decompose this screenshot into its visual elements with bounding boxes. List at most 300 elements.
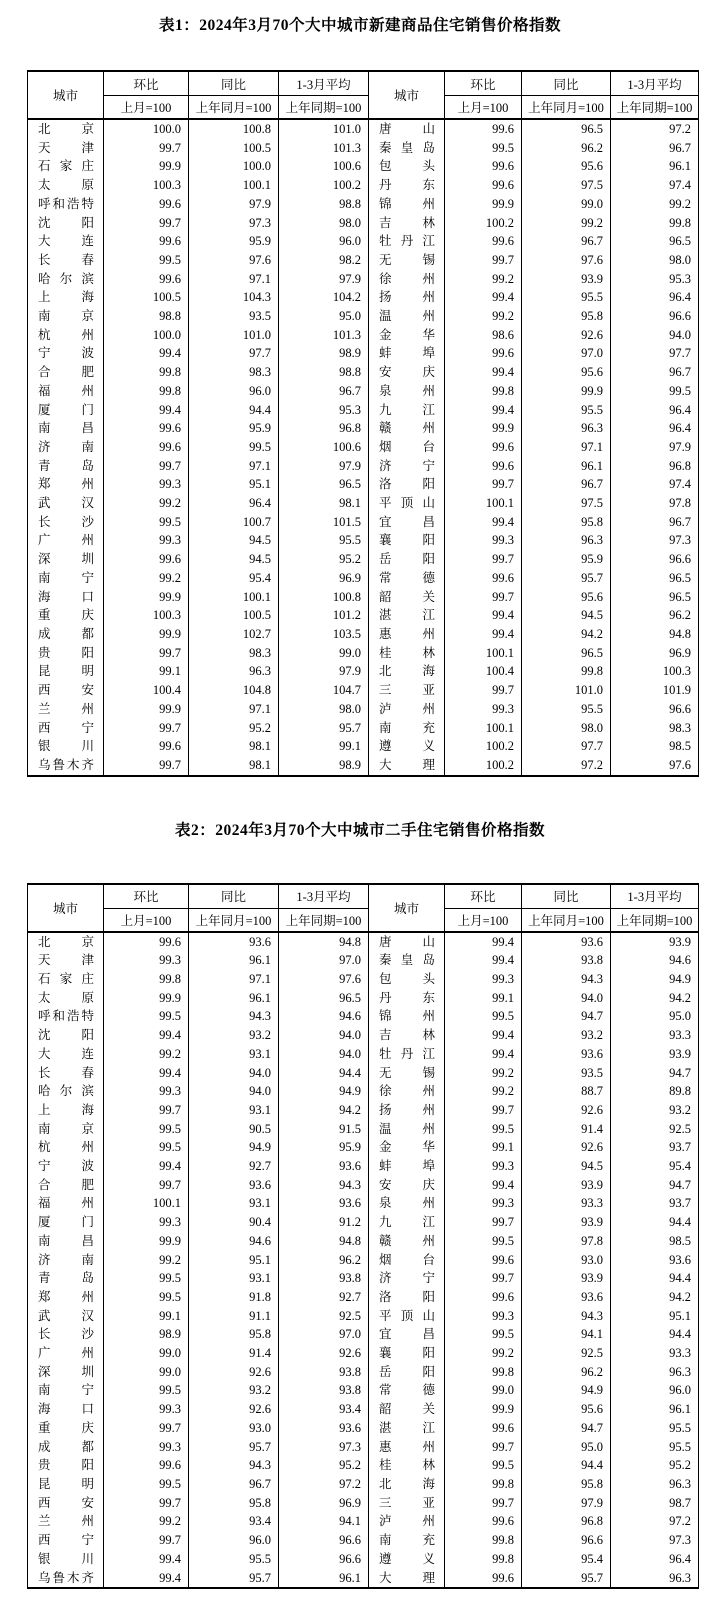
value-cell: 96.4 [611, 288, 699, 307]
table1-header [28, 71, 699, 119]
value-cell: 99.7 [445, 1213, 522, 1232]
value-cell: 96.9 [611, 644, 699, 663]
value-cell: 94.3 [279, 1176, 369, 1195]
table-row [28, 662, 699, 681]
value-cell: 95.5 [611, 1419, 699, 1438]
city-cell: 天津 [28, 139, 104, 158]
table-row [28, 1120, 699, 1139]
value-cell: 99.9 [104, 700, 189, 719]
value-cell: 99.5 [445, 139, 522, 158]
value-cell: 100.8 [279, 588, 369, 607]
table-row [28, 1232, 699, 1251]
value-cell: 99.5 [104, 1288, 189, 1307]
table-row [28, 932, 699, 952]
header-row-sub [28, 96, 699, 120]
value-cell: 95.0 [279, 307, 369, 326]
city-cell: 扬州 [369, 1101, 445, 1120]
value-cell: 92.5 [522, 1344, 611, 1363]
table-row [28, 606, 699, 625]
value-cell: 94.5 [189, 531, 279, 550]
city-cell: 天津 [28, 951, 104, 970]
city-cell: 扬州 [369, 288, 445, 307]
value-cell: 96.6 [279, 1531, 369, 1550]
city-cell: 韶关 [369, 588, 445, 607]
value-cell: 93.6 [279, 1419, 369, 1438]
value-cell: 100.1 [445, 719, 522, 738]
value-cell: 93.4 [189, 1512, 279, 1531]
value-cell: 98.0 [611, 251, 699, 270]
value-cell: 96.3 [522, 531, 611, 550]
table-row [28, 513, 699, 532]
city-cell: 呼和浩特 [28, 1007, 104, 1026]
value-cell: 92.6 [522, 1101, 611, 1120]
table-row [28, 970, 699, 989]
table-row [28, 1569, 699, 1589]
value-cell: 94.3 [189, 1007, 279, 1026]
city-cell: 成都 [28, 1438, 104, 1457]
value-cell: 93.2 [522, 1026, 611, 1045]
table-row [28, 1438, 699, 1457]
table-row [28, 531, 699, 550]
value-cell: 99.6 [445, 569, 522, 588]
city-cell: 济宁 [369, 457, 445, 476]
value-cell: 97.5 [522, 176, 611, 195]
value-cell: 101.2 [279, 606, 369, 625]
value-cell: 98.8 [279, 363, 369, 382]
city-cell: 桂林 [369, 644, 445, 663]
value-cell: 99.5 [104, 1269, 189, 1288]
city-cell: 青岛 [28, 1269, 104, 1288]
mom-column-header: 环比 [104, 71, 189, 96]
table-row [28, 1381, 699, 1400]
table-row [28, 550, 699, 569]
value-cell: 94.5 [522, 606, 611, 625]
table1-title: 表1：2024年3月70个大中城市新建商品住宅销售价格指数 [158, 17, 561, 34]
city-cell: 南昌 [28, 1232, 104, 1251]
value-cell: 100.7 [189, 513, 279, 532]
value-cell: 94.2 [611, 1288, 699, 1307]
mom-base-header: 上月=100 [445, 96, 522, 120]
value-cell: 101.3 [279, 139, 369, 158]
value-cell: 99.1 [445, 1138, 522, 1157]
value-cell: 99.3 [445, 531, 522, 550]
value-cell: 99.3 [104, 1213, 189, 1232]
value-cell: 90.5 [189, 1120, 279, 1139]
value-cell: 101.5 [279, 513, 369, 532]
table-row [28, 719, 699, 738]
yoy-base-header: 上年同月=100 [522, 908, 611, 932]
city-cell: 南宁 [28, 569, 104, 588]
value-cell: 95.8 [522, 513, 611, 532]
value-cell: 94.7 [522, 1007, 611, 1026]
value-cell: 97.1 [189, 700, 279, 719]
value-cell: 94.3 [522, 1307, 611, 1326]
table-row [28, 1138, 699, 1157]
value-cell: 97.8 [522, 1232, 611, 1251]
value-cell: 99.5 [104, 1381, 189, 1400]
value-cell: 88.7 [522, 1082, 611, 1101]
city-cell: 丹东 [369, 176, 445, 195]
city-column-header: 城市 [28, 884, 104, 932]
value-cell: 93.7 [611, 1194, 699, 1213]
value-cell: 94.3 [522, 970, 611, 989]
value-cell: 93.5 [522, 1064, 611, 1083]
value-cell: 104.8 [189, 681, 279, 700]
value-cell: 94.4 [522, 1456, 611, 1475]
value-cell: 93.1 [189, 1194, 279, 1213]
value-cell: 93.2 [611, 1101, 699, 1120]
value-cell: 94.0 [279, 1045, 369, 1064]
value-cell: 96.5 [522, 119, 611, 139]
value-cell: 93.3 [611, 1344, 699, 1363]
value-cell: 99.0 [445, 1381, 522, 1400]
city-cell: 宁波 [28, 1157, 104, 1176]
city-cell: 温州 [369, 1120, 445, 1139]
value-cell: 99.7 [104, 719, 189, 738]
value-cell: 99.5 [104, 1007, 189, 1026]
value-cell: 97.1 [189, 970, 279, 989]
value-cell: 99.7 [104, 139, 189, 158]
city-cell: 金华 [369, 326, 445, 345]
city-cell: 大连 [28, 232, 104, 251]
table-row [28, 401, 699, 420]
value-cell: 95.4 [522, 1550, 611, 1569]
value-cell: 97.7 [189, 344, 279, 363]
value-cell: 99.5 [104, 251, 189, 270]
value-cell: 98.6 [445, 326, 522, 345]
avg-base-header: 上年同期=100 [279, 96, 369, 120]
value-cell: 99.3 [104, 1082, 189, 1101]
value-cell: 96.9 [279, 569, 369, 588]
table-row [28, 363, 699, 382]
value-cell: 100.3 [104, 176, 189, 195]
value-cell: 94.7 [522, 1419, 611, 1438]
city-cell: 蚌埠 [369, 344, 445, 363]
value-cell: 104.3 [189, 288, 279, 307]
city-cell: 大理 [369, 1569, 445, 1589]
value-cell: 97.3 [611, 1531, 699, 1550]
value-cell: 99.7 [445, 475, 522, 494]
value-cell: 96.2 [279, 1251, 369, 1270]
city-cell: 唐山 [369, 119, 445, 139]
value-cell: 99.5 [104, 1120, 189, 1139]
header-row-top [28, 884, 699, 909]
value-cell: 94.5 [189, 550, 279, 569]
value-cell: 101.0 [279, 119, 369, 139]
city-cell: 襄阳 [369, 1344, 445, 1363]
value-cell: 98.8 [104, 307, 189, 326]
city-cell: 宜昌 [369, 513, 445, 532]
value-cell: 97.9 [522, 1494, 611, 1513]
city-cell: 九江 [369, 1213, 445, 1232]
value-cell: 100.5 [189, 606, 279, 625]
value-cell: 94.7 [611, 1176, 699, 1195]
value-cell: 100.6 [279, 438, 369, 457]
value-cell: 100.8 [189, 119, 279, 139]
value-cell: 99.7 [104, 756, 189, 776]
value-cell: 93.6 [522, 1288, 611, 1307]
value-cell: 99.2 [445, 307, 522, 326]
value-cell: 91.4 [189, 1344, 279, 1363]
value-cell: 94.0 [189, 1064, 279, 1083]
table-row [28, 1157, 699, 1176]
value-cell: 93.1 [189, 1269, 279, 1288]
value-cell: 99.1 [445, 989, 522, 1008]
mom-base-header: 上月=100 [104, 908, 189, 932]
value-cell: 99.6 [104, 419, 189, 438]
value-cell: 99.2 [104, 1045, 189, 1064]
value-cell: 93.0 [189, 1419, 279, 1438]
city-cell: 郑州 [28, 475, 104, 494]
value-cell: 97.9 [279, 270, 369, 289]
value-cell: 97.1 [189, 457, 279, 476]
city-cell: 海口 [28, 588, 104, 607]
value-cell: 94.3 [189, 1456, 279, 1475]
value-cell: 99.6 [104, 550, 189, 569]
value-cell: 97.6 [611, 756, 699, 776]
table-row [28, 1101, 699, 1120]
value-cell: 99.5 [445, 1007, 522, 1026]
value-cell: 95.4 [611, 1157, 699, 1176]
city-cell: 贵阳 [28, 644, 104, 663]
city-cell: 北京 [28, 119, 104, 139]
value-cell: 99.9 [104, 157, 189, 176]
city-cell: 长沙 [28, 1325, 104, 1344]
avg-base-header: 上年同期=100 [611, 908, 699, 932]
value-cell: 96.2 [522, 1363, 611, 1382]
table-row [28, 588, 699, 607]
city-cell: 武汉 [28, 494, 104, 513]
table-row [28, 214, 699, 233]
value-cell: 93.6 [522, 932, 611, 952]
city-cell: 赣州 [369, 1232, 445, 1251]
value-cell: 99.2 [445, 1082, 522, 1101]
city-cell: 安庆 [369, 363, 445, 382]
table-row [28, 475, 699, 494]
city-cell: 蚌埠 [369, 1157, 445, 1176]
value-cell: 95.3 [279, 401, 369, 420]
city-cell: 宜昌 [369, 1325, 445, 1344]
city-cell: 重庆 [28, 1419, 104, 1438]
value-cell: 95.2 [279, 1456, 369, 1475]
city-cell: 银川 [28, 737, 104, 756]
value-cell: 100.5 [104, 288, 189, 307]
table-row [28, 1045, 699, 1064]
value-cell: 96.0 [611, 1381, 699, 1400]
value-cell: 95.9 [522, 550, 611, 569]
city-cell: 秦皇岛 [369, 951, 445, 970]
yoy-column-header: 同比 [522, 884, 611, 909]
table2-body [28, 932, 699, 1589]
table-row [28, 1494, 699, 1513]
value-cell: 93.6 [189, 932, 279, 952]
city-cell: 呼和浩特 [28, 195, 104, 214]
table-row [28, 270, 699, 289]
value-cell: 97.2 [279, 1475, 369, 1494]
value-cell: 94.5 [522, 1157, 611, 1176]
table-row [28, 700, 699, 719]
value-cell: 94.0 [189, 1082, 279, 1101]
table-row [28, 1176, 699, 1195]
city-cell: 太原 [28, 176, 104, 195]
city-cell: 青岛 [28, 457, 104, 476]
value-cell: 96.5 [611, 588, 699, 607]
value-cell: 95.6 [522, 363, 611, 382]
value-cell: 101.9 [611, 681, 699, 700]
city-cell: 大连 [28, 1045, 104, 1064]
avg-column-header: 1-3月平均 [611, 71, 699, 96]
city-cell: 西宁 [28, 719, 104, 738]
value-cell: 95.8 [189, 1325, 279, 1344]
table-row [28, 625, 699, 644]
value-cell: 93.5 [189, 307, 279, 326]
value-cell: 98.9 [279, 344, 369, 363]
value-cell: 98.5 [611, 737, 699, 756]
value-cell: 94.4 [279, 1064, 369, 1083]
city-cell: 石家庄 [28, 970, 104, 989]
value-cell: 93.9 [522, 1176, 611, 1195]
value-cell: 99.3 [445, 970, 522, 989]
table-row [28, 1082, 699, 1101]
city-cell: 福州 [28, 382, 104, 401]
value-cell: 95.7 [522, 569, 611, 588]
table-row [28, 569, 699, 588]
value-cell: 99.5 [189, 438, 279, 457]
city-cell: 九江 [369, 401, 445, 420]
value-cell: 99.5 [445, 1120, 522, 1139]
city-cell: 合肥 [28, 363, 104, 382]
header-row-sub [28, 908, 699, 932]
value-cell: 99.8 [611, 214, 699, 233]
value-cell: 94.9 [189, 1138, 279, 1157]
table-row [28, 1307, 699, 1326]
value-cell: 95.7 [279, 719, 369, 738]
value-cell: 99.4 [445, 1176, 522, 1195]
value-cell: 99.2 [104, 1251, 189, 1270]
value-cell: 99.6 [445, 1512, 522, 1531]
city-cell: 安庆 [369, 1176, 445, 1195]
avg-base-header: 上年同期=100 [279, 908, 369, 932]
value-cell: 96.7 [522, 232, 611, 251]
city-cell: 成都 [28, 625, 104, 644]
city-cell: 广州 [28, 1344, 104, 1363]
value-cell: 98.0 [279, 214, 369, 233]
value-cell: 99.0 [104, 1363, 189, 1382]
city-cell: 包头 [369, 970, 445, 989]
value-cell: 96.7 [189, 1475, 279, 1494]
table-row [28, 951, 699, 970]
city-cell: 深圳 [28, 1363, 104, 1382]
city-cell: 长春 [28, 1064, 104, 1083]
value-cell: 92.6 [522, 326, 611, 345]
value-cell: 99.7 [104, 1176, 189, 1195]
city-cell: 上海 [28, 288, 104, 307]
value-cell: 95.5 [522, 700, 611, 719]
city-cell: 南京 [28, 1120, 104, 1139]
avg-column-header: 1-3月平均 [279, 71, 369, 96]
value-cell: 99.4 [445, 1045, 522, 1064]
city-cell: 厦门 [28, 401, 104, 420]
city-cell: 南京 [28, 307, 104, 326]
value-cell: 96.8 [611, 457, 699, 476]
value-cell: 100.5 [189, 139, 279, 158]
value-cell: 94.2 [522, 625, 611, 644]
value-cell: 99.5 [104, 513, 189, 532]
header-row-top [28, 71, 699, 96]
value-cell: 95.2 [189, 719, 279, 738]
table-row [28, 1512, 699, 1531]
table-row [28, 419, 699, 438]
city-cell: 乌鲁木齐 [28, 756, 104, 776]
value-cell: 95.8 [522, 1475, 611, 1494]
value-cell: 97.7 [611, 344, 699, 363]
table-row [28, 438, 699, 457]
value-cell: 99.6 [104, 932, 189, 952]
value-cell: 100.0 [189, 157, 279, 176]
value-cell: 95.6 [522, 1400, 611, 1419]
value-cell: 99.4 [445, 363, 522, 382]
value-cell: 99.8 [522, 662, 611, 681]
value-cell: 99.4 [445, 625, 522, 644]
value-cell: 99.3 [445, 700, 522, 719]
value-cell: 99.4 [104, 344, 189, 363]
table-row [28, 989, 699, 1008]
value-cell: 96.7 [611, 513, 699, 532]
table-row [28, 756, 699, 776]
city-cell: 济南 [28, 1251, 104, 1270]
city-cell: 唐山 [369, 932, 445, 952]
value-cell: 99.7 [445, 588, 522, 607]
table2-secondhand-home-price-index [27, 883, 699, 1590]
value-cell: 99.5 [445, 1325, 522, 1344]
value-cell: 98.9 [104, 1325, 189, 1344]
value-cell: 99.0 [279, 644, 369, 663]
value-cell: 99.7 [104, 644, 189, 663]
value-cell: 99.4 [104, 1157, 189, 1176]
value-cell: 98.5 [611, 1232, 699, 1251]
city-cell: 广州 [28, 531, 104, 550]
value-cell: 96.6 [611, 307, 699, 326]
city-cell: 杭州 [28, 326, 104, 345]
table-row [28, 1400, 699, 1419]
value-cell: 94.2 [279, 1101, 369, 1120]
table-row [28, 139, 699, 158]
city-cell: 泉州 [369, 1194, 445, 1213]
value-cell: 95.5 [611, 1438, 699, 1457]
value-cell: 99.8 [445, 1363, 522, 1382]
city-cell: 厦门 [28, 1213, 104, 1232]
value-cell: 97.4 [611, 475, 699, 494]
table-row [28, 1007, 699, 1026]
value-cell: 93.6 [279, 1194, 369, 1213]
city-cell: 湛江 [369, 606, 445, 625]
yoy-column-header: 同比 [522, 71, 611, 96]
city-cell: 无锡 [369, 1064, 445, 1083]
value-cell: 99.8 [445, 382, 522, 401]
city-cell: 湛江 [369, 1419, 445, 1438]
value-cell: 97.9 [611, 438, 699, 457]
value-cell: 99.2 [445, 270, 522, 289]
table-row [28, 1269, 699, 1288]
city-cell: 无锡 [369, 251, 445, 270]
city-cell: 岳阳 [369, 550, 445, 569]
value-cell: 99.8 [104, 363, 189, 382]
value-cell: 98.1 [279, 494, 369, 513]
value-cell: 96.0 [189, 1531, 279, 1550]
table-row [28, 251, 699, 270]
city-cell: 西安 [28, 681, 104, 700]
value-cell: 95.8 [189, 1494, 279, 1513]
